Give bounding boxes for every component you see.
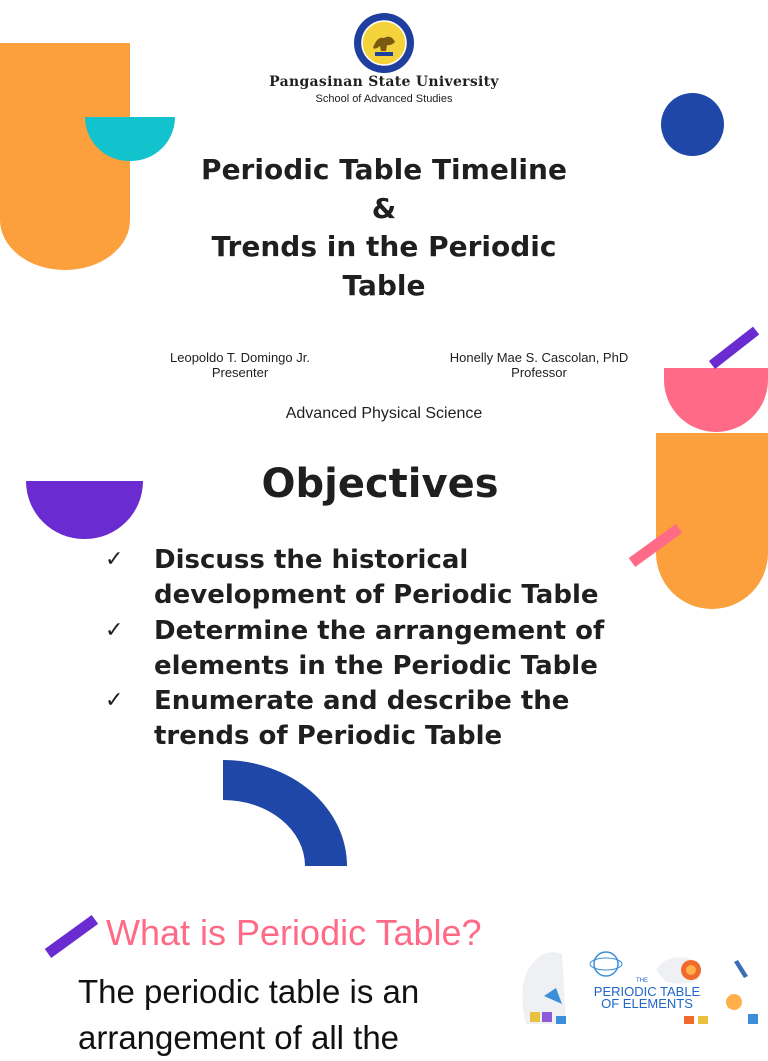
objective-line: Discuss the historical [154,545,469,575]
presenter-name: Leopoldo T. Domingo Jr. [170,350,310,365]
section-body-line: arrangement of all the [78,1019,400,1056]
objective-line: trends of Periodic Table [154,721,503,752]
professor-role: Professor [511,365,567,380]
presenter-block [120,350,360,380]
title-line-2: & [371,191,397,225]
periodic-table-thumbnail [516,940,768,1024]
section-body-line: The periodic table is an [78,973,420,1010]
checkmark-icon: ✓ [105,547,124,572]
orange-arch-shape-right [656,433,768,609]
objectives-list [103,543,643,755]
thumbnail-small-text: THE [636,978,648,984]
university-seal-icon [353,12,415,74]
objective-line: elements in the Periodic Table [154,650,598,681]
university-name: Pangasinan State University [269,74,499,90]
title-line-4: Table [342,268,426,302]
thumbnail-title: PERIODIC TABLE OF ELEMENTS [593,984,701,1011]
checkmark-icon: ✓ [105,617,124,643]
section-heading: What is Periodic Table? [106,912,482,953]
school-name: School of Advanced Studies [315,93,453,105]
objective-line: Enumerate and describe the [154,686,570,717]
course-name: Advanced Physical Science [285,405,483,422]
objectives-heading: Objectives [261,461,499,507]
title-line-1: Periodic Table Timeline [201,153,567,186]
professor-block [419,350,659,380]
blue-quarter-arc-shape [223,760,347,866]
professor-name: Honelly Mae S. Cascolan, PhD [449,350,629,365]
objective-item [103,614,643,685]
purple-stick-shape-top [709,327,759,369]
objective-item [103,543,643,614]
objective-item [103,684,643,755]
presenter-role: Presenter [211,365,269,380]
purple-stick-shape-bottom [45,915,98,958]
section-body [78,969,498,1061]
title-line-3: Trends in the Periodic [211,230,557,263]
objective-line: Determine the arrangement of [154,615,605,646]
page-title [0,151,768,305]
objective-line: development of Periodic Table [154,580,599,611]
checkmark-icon: ✓ [105,688,124,714]
